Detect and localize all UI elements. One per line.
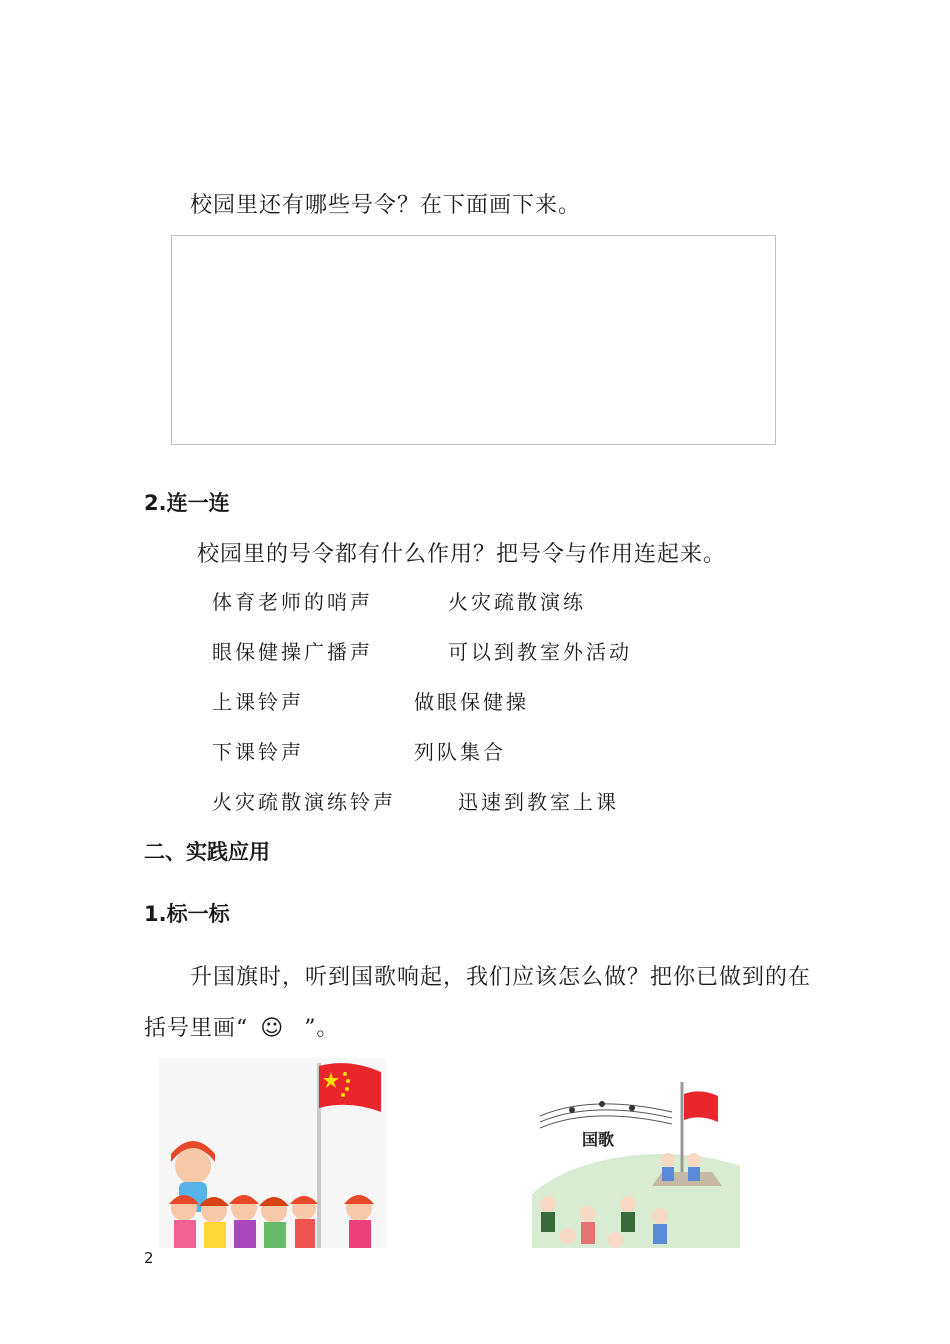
mark-heading: 1.标一标 [144, 902, 230, 926]
connect-left-5[interactable]: 火灾疏散演练铃声 [212, 790, 396, 814]
connect-right-3[interactable]: 做眼保健操 [414, 690, 529, 714]
part-two-heading: 二、实践应用 [144, 840, 270, 864]
draw-prompt: 校园里还有哪些号令？在下面画下来。 [190, 193, 582, 218]
drawing-area[interactable] [171, 235, 776, 445]
mark-question-line1: 升国旗时，听到国歌响起，我们应该怎么做？把你已做到的在 [190, 965, 812, 990]
page-number: 2 [144, 1249, 154, 1267]
connect-right-4[interactable]: 列队集合 [414, 740, 506, 764]
connect-left-2[interactable]: 眼保健操广播声 [212, 640, 373, 664]
connect-left-3[interactable]: 上课铃声 [212, 690, 304, 714]
connect-right-2[interactable]: 可以到教室外活动 [448, 640, 632, 664]
anthem-caption: 国歌 [582, 1130, 615, 1149]
children-flag-image [159, 1058, 386, 1248]
mark-question-line2 [144, 1011, 339, 1042]
connect-right-1[interactable]: 火灾疏散演练 [448, 590, 586, 614]
connect-left-1[interactable]: 体育老师的哨声 [212, 590, 373, 614]
connect-left-4[interactable]: 下课铃声 [212, 740, 304, 764]
connect-right-5[interactable]: 迅速到教室上课 [458, 790, 619, 814]
anthem-flag-image [532, 1054, 740, 1248]
connect-question: 校园里的号令都有什么作用？把号令与作用连起来。 [197, 542, 727, 567]
connect-heading: 2.连一连 [144, 491, 230, 515]
mark-question-start: 括号里画“ [144, 1016, 249, 1041]
smiley-icon: ☺ [260, 1016, 285, 1041]
mark-question-end: ”。 [304, 1016, 340, 1041]
